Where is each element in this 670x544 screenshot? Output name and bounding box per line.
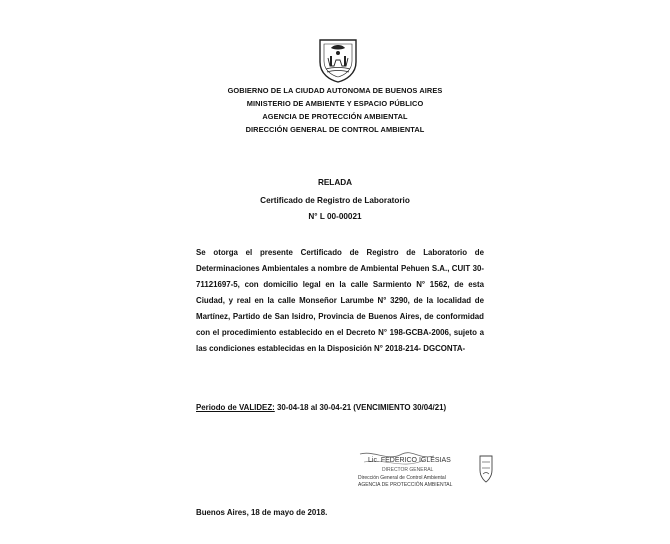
validity-value: 30-04-18 al 30-04-21 (VENCIMIENTO 30/04/21): [274, 403, 447, 412]
header-ministry: MINISTERIO DE AMBIENTE Y ESPACIO PÚBLICO: [246, 99, 424, 108]
place-and-date: Buenos Aires, 18 de mayo de 2018.: [196, 508, 328, 517]
signatory-name: Lic. FEDERICO IGLESIAS: [368, 457, 451, 464]
certificate-body-text: Se otorga el presente Certificado de Registro de Laboratorio de Determinaciones Ambientales a nombre de Ambiental Pehuen S.A., CUIT 30-71121697-5, con domicilio legal en la calle Sarmiento N° 1562, de esta Ciudad, y real en la calle Monseñor Larumbe N° 3290, de la localidad de Martínez, Partido de San Isidro, Provincia de Buenos Aires, de conformidad con el procedimiento establecido en el Decreto N° 198-GCBA-2006, sujeto a las condiciones establecidas en la Disposición N° 2018-214- DGCONTA-: [196, 248, 484, 353]
city-coat-of-arms-icon: [316, 36, 360, 84]
validity-period: [196, 403, 446, 412]
validity-label: Periodo de VALIDEZ:: [196, 403, 275, 412]
certificate-number: N° L 00-00021: [308, 212, 362, 221]
header-government: GOBIERNO DE LA CIUDAD AUTONOMA DE BUENOS AIRES: [227, 86, 443, 95]
registry-acronym: RELADA: [317, 178, 353, 187]
signatory-directorate: Dirección General de Control Ambiental: [358, 475, 446, 481]
signatory-agency: AGENCIA DE PROTECCIÓN AMBIENTAL: [358, 482, 453, 488]
header-directorate: DIRECCIÓN GENERAL DE CONTROL AMBIENTAL: [245, 125, 425, 134]
signatory-role: DIRECTOR GENERAL: [382, 467, 434, 473]
signature-block: [354, 448, 494, 496]
certificate-title: Certificado de Registro de Laboratorio: [260, 196, 410, 205]
header-agency: AGENCIA DE PROTECCIÓN AMBIENTAL: [262, 112, 408, 121]
